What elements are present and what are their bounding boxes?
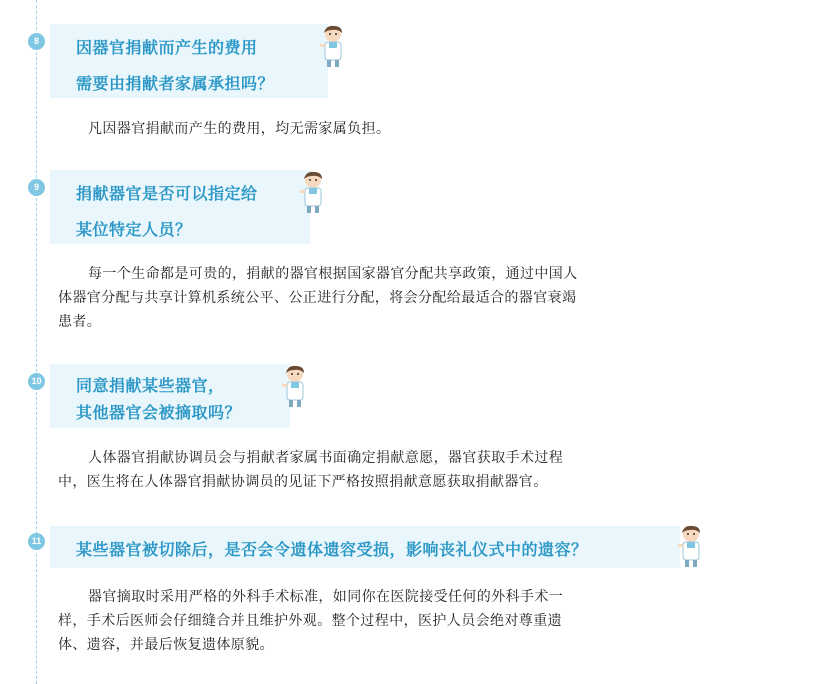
question-title-box: [50, 170, 310, 244]
question-title-line: 某些器官被切除后，是否会令遗体遗容受损，影响丧礼仪式中的遗容？: [76, 540, 588, 559]
answer-paragraph: [58, 585, 686, 657]
item-number-badge: 8: [28, 33, 45, 50]
timeline-dash: [36, 198, 37, 372]
question-title-line: 捐献器官是否可以指定给: [76, 184, 258, 203]
timeline-dash: [36, 392, 37, 534]
question-title-line: 同意捐献某些器官，: [76, 376, 225, 395]
answer-paragraph: [58, 446, 686, 494]
item-number-badge: 11: [28, 533, 45, 550]
item-number-badge: 10: [28, 373, 45, 390]
question-title-line: 某位特定人员？: [76, 220, 192, 239]
answer-text: 患者。: [58, 314, 102, 330]
question-title-line: 其他器官会被摘取吗？: [76, 403, 242, 422]
question-title-box: [50, 364, 290, 428]
doctor-icon: [318, 24, 348, 68]
answer-text: 体器官分配与共享计算机系统公平、公正进行分配，将会分配给最适合的器官衰竭: [58, 290, 577, 306]
answer-text: 凡因器官捐献而产生的费用，均无需家属负担。: [88, 121, 391, 137]
doctor-icon: [280, 364, 310, 408]
timeline-dash: [36, 0, 37, 30]
answer-text: 体、遗容，并最后恢复遗体原貌。: [58, 637, 274, 653]
doctor-icon: [298, 170, 328, 214]
timeline-dash: [36, 52, 37, 178]
question-title-line: 需要由捐献者家属承担吗？: [76, 74, 275, 93]
answer-paragraph: [58, 262, 686, 334]
item-number-badge: 9: [28, 179, 45, 196]
answer-text: 每一个生命都是可贵的，捐献的器官根据国家器官分配共享政策，通过中国人: [88, 266, 578, 282]
answer-text: 器官摘取时采用严格的外科手术标准，如同你在医院接受任何的外科手术一: [88, 589, 564, 605]
question-title-line: 因器官捐献而产生的费用: [76, 38, 258, 57]
answer-paragraph: [58, 117, 686, 141]
answer-text: 样，手术后医师会仔细缝合并且维护外观。整个过程中，医护人员会绝对尊重遗: [58, 613, 562, 629]
question-title-box: [50, 24, 328, 98]
doctor-icon: [676, 524, 706, 568]
answer-text: 人体器官捐献协调员会与捐献者家属书面确定捐献意愿，器官获取手术过程: [88, 450, 564, 466]
question-title-box: [50, 526, 680, 568]
answer-text: 中，医生将在人体器官捐献协调员的见证下严格按照捐献意愿获取捐献器官。: [58, 474, 548, 490]
timeline-dash: [36, 554, 37, 684]
